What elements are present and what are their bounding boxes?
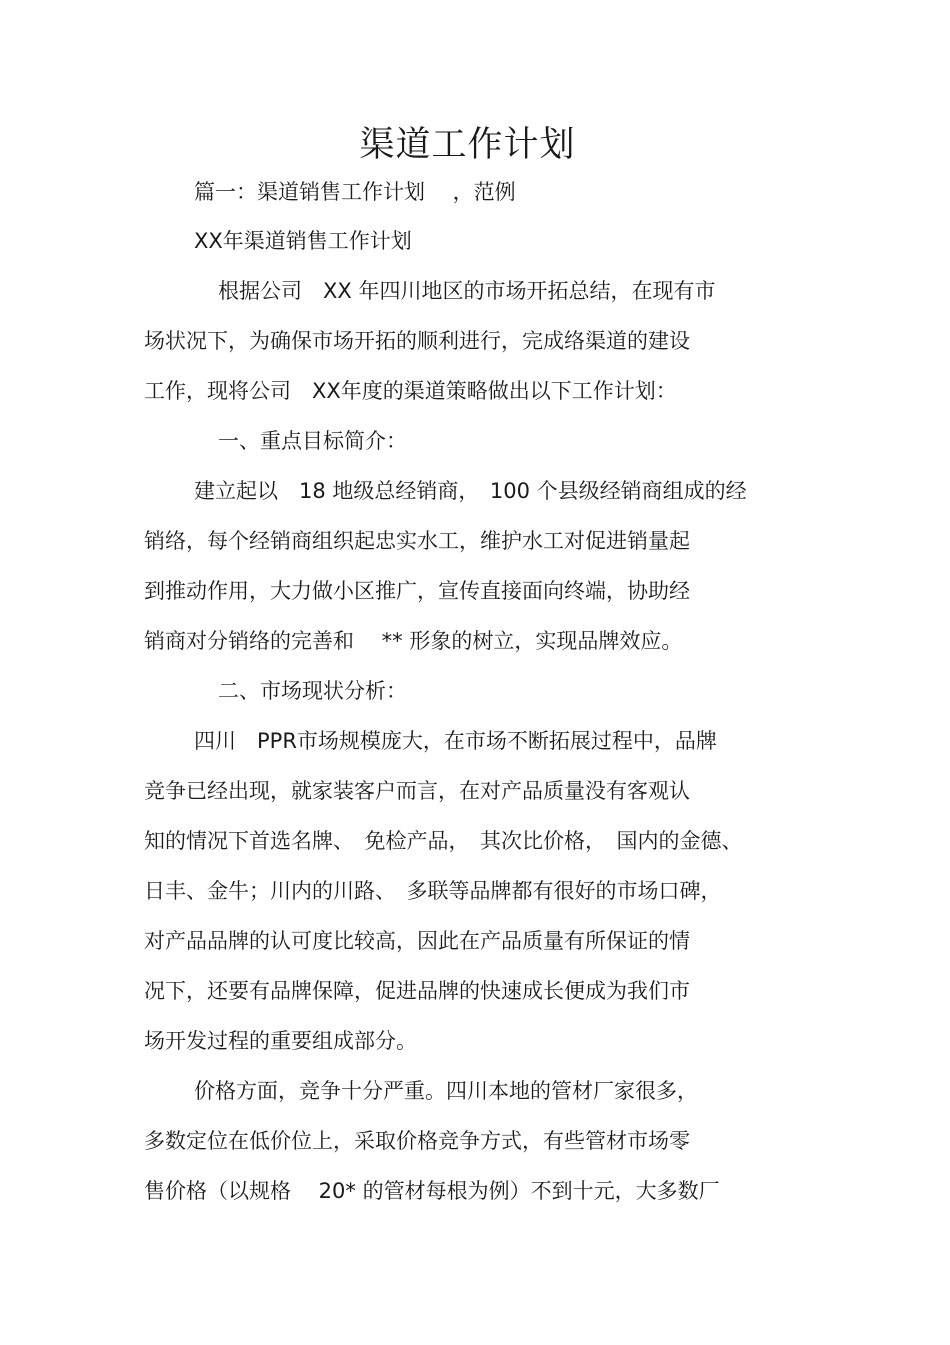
paragraph-line: 况下，还要有品牌保障，促进品牌的快速成长便成为我们市: [144, 979, 690, 1003]
paragraph-line: 知的情况下首选名牌、 免检产品， 其次比价格， 国内的金德、: [144, 829, 743, 853]
page-title: 渠道工作计划: [359, 125, 576, 165]
paragraph-line: 到推动作用，大力做小区推广，宣传直接面向终端，协助经: [144, 579, 690, 603]
paragraph-line: 场开发过程的重要组成部分。: [144, 1029, 417, 1053]
paragraph-line: 四川 PPR市场规模庞大，在市场不断拓展过程中，品牌: [194, 729, 717, 753]
paragraph-line: 多数定位在低价位上，采取价格竞争方式，有些管材市场零: [144, 1129, 690, 1153]
article-subtitle: 篇一：渠道销售工作计划 ，范例: [194, 180, 516, 204]
section-heading: 二、市场现状分析：: [218, 679, 407, 703]
paragraph-line: 价格方面，竞争十分严重。四川本地的管材厂家很多，: [194, 1079, 698, 1103]
paragraph-line: 工作，现将公司 XX年度的渠道策略做出以下工作计划：: [144, 379, 677, 403]
paragraph-line: 建立起以 18 地级总经销商， 100 个县级经销商组成的经: [194, 479, 747, 503]
plan-heading: XX年渠道销售工作计划: [194, 229, 412, 253]
paragraph-line: 销络，每个经销商组织起忠实水工，维护水工对促进销量起: [144, 529, 690, 553]
section-heading: 一、重点目标简介：: [218, 429, 407, 453]
paragraph-line: 根据公司 XX 年四川地区的市场开拓总结，在现有市: [218, 279, 716, 303]
paragraph-line: 销商对分销络的完善和 ** 形象的树立，实现品牌效应。: [144, 629, 683, 653]
paragraph-line: 竞争已经出现，就家装客户而言，在对产品质量没有客观认: [144, 779, 690, 803]
paragraph-line: 对产品品牌的认可度比较高，因此在产品质量有所保证的情: [144, 929, 690, 953]
paragraph-line: 场状况下，为确保市场开拓的顺利进行，完成络渠道的建设: [144, 329, 690, 353]
paragraph-line: 日丰、金牛；川内的川路、 多联等品牌都有很好的市场口碑，: [144, 879, 722, 903]
paragraph-line: 售价格（以规格 20* 的管材每根为例）不到十元，大多数厂: [144, 1179, 720, 1203]
